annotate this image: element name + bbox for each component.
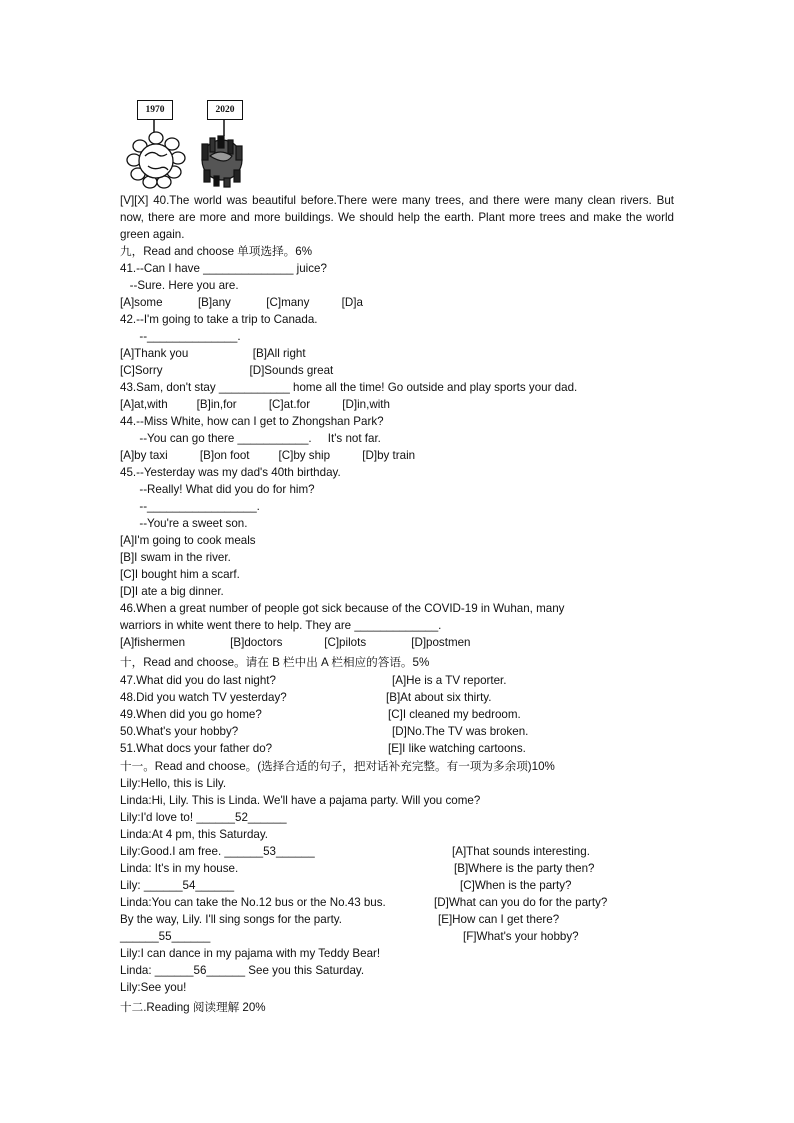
dialogue-line: Linda:Hi, Lily. This is Linda. We'll have a pajama party. Will you come?: [120, 794, 481, 807]
dialogue-line: Linda: ______56______ See you this Saturday.: [120, 964, 365, 977]
question-line: 43.Sam, don't stay ___________ home all the time! Go outside and play sports your dad.: [120, 381, 578, 394]
dialogue-line: By the way, Lily. I'll sing songs for the party.: [120, 913, 342, 926]
question-line: 45.--Yesterday was my dad's 40th birthday.: [120, 466, 341, 479]
question-line: warriors in white went there to help. They are _____________.: [120, 619, 442, 632]
dialogue-line: Lily:See you!: [120, 981, 187, 994]
year-2020-label: 2020: [207, 100, 243, 120]
question-line: [A]fishermen [B]doctors [C]pilots [D]postmen: [120, 636, 471, 649]
question-line: --_________________.: [120, 500, 260, 513]
dialogue-option: [B]Where is the party then?: [454, 862, 595, 875]
dialogue-line: Linda: It's in my house.: [120, 862, 239, 875]
dialogue-option: [D]What can you do for the party?: [434, 896, 608, 909]
question-line: --Really! What did you do for him?: [120, 483, 315, 496]
match-answer: [C]I cleaned my bedroom.: [388, 708, 521, 721]
section-11-heading: 十一。Read and choose。(选择合适的句子，把对话补充完整。有一项为多余项)10%: [120, 760, 555, 773]
dialogue-line: Lily:Good.I am free. ______53______: [120, 845, 315, 858]
match-answer: [E]I like watching cartoons.: [388, 742, 526, 755]
section-10-heading: 十，Read and choose。请在 B 栏中出 A 栏相应的答语。5%: [120, 656, 430, 669]
dialogue-line: Lily:Hello, this is Lily.: [120, 777, 227, 790]
dialogue-option: [A]That sounds interesting.: [452, 845, 590, 858]
match-question: 47.What did you do last night?: [120, 674, 276, 687]
match-answer: [A]He is a TV reporter.: [392, 674, 507, 687]
section-12-heading: 十二.Reading 阅读理解 20%: [120, 1001, 266, 1014]
section-9-heading: 九，Read and choose 单项选择。6%: [120, 245, 313, 258]
question-line: --______________.: [120, 330, 241, 343]
match-question: 51.What docs your father do?: [120, 742, 273, 755]
question-line: [A]at,with [B]in,for [C]at.for [D]in,with: [120, 398, 390, 411]
dialogue-option: [E]How can I get there?: [438, 913, 560, 926]
dialogue-line: Lily: ______54______: [120, 879, 235, 892]
dialogue-option: [F]What's your hobby?: [463, 930, 579, 943]
question-line: 44.--Miss White, how can I get to Zhongshan Park?: [120, 415, 384, 428]
question-line: [A]by taxi [B]on foot [C]by ship [D]by train: [120, 449, 416, 462]
match-question: 50.What's your hobby?: [120, 725, 239, 738]
question-line: [C]I bought him a scarf.: [120, 568, 240, 581]
dialogue-option: [C]When is the party?: [460, 879, 572, 892]
year-1970-label: 1970: [137, 100, 173, 120]
dialogue-line: Lily:I can dance in my pajama with my Teddy Bear!: [120, 947, 381, 960]
question-line: --You can go there ___________. It's not far.: [120, 432, 381, 445]
match-question: 49.When did you go home?: [120, 708, 262, 721]
match-question: 48.Did you watch TV yesterday?: [120, 691, 287, 704]
question-line: [A]some [B]any [C]many [D]a: [120, 296, 363, 309]
earth-comparison-illustration: [118, 96, 248, 192]
question-line: 41.--Can I have ______________ juice?: [120, 262, 327, 275]
question-line: [D]I ate a big dinner.: [120, 585, 224, 598]
question-line: --Sure. Here you are.: [120, 279, 239, 292]
question-line: [A]Thank you [B]All right: [120, 347, 306, 360]
question-line: [C]Sorry [D]Sounds great: [120, 364, 334, 377]
dialogue-line: Linda:You can take the No.12 bus or the No.43 bus.: [120, 896, 386, 909]
question-line: 42.--I'm going to take a trip to Canada.: [120, 313, 318, 326]
dialogue-line: ______55______: [120, 930, 211, 943]
dialogue-line: Lily:I'd love to! ______52______: [120, 811, 287, 824]
question-line: [B]I swam in the river.: [120, 551, 231, 564]
question-40-paragraph: [V][X] 40.The world was beautiful before.There were many trees, and there were many clean rivers. But now, there are more and more buildings. We should help the earth. Plant more trees and make the world green again.: [120, 194, 674, 241]
match-answer: [B]At about six thirty.: [386, 691, 492, 704]
dialogue-line: Linda:At 4 pm, this Saturday.: [120, 828, 269, 841]
question-line: [A]I'm going to cook meals: [120, 534, 256, 547]
question-line: 46.When a great number of people got sick because of the COVID-19 in Wuhan, many: [120, 602, 565, 615]
question-line: --You're a sweet son.: [120, 517, 248, 530]
match-answer: [D]No.The TV was broken.: [392, 725, 529, 738]
